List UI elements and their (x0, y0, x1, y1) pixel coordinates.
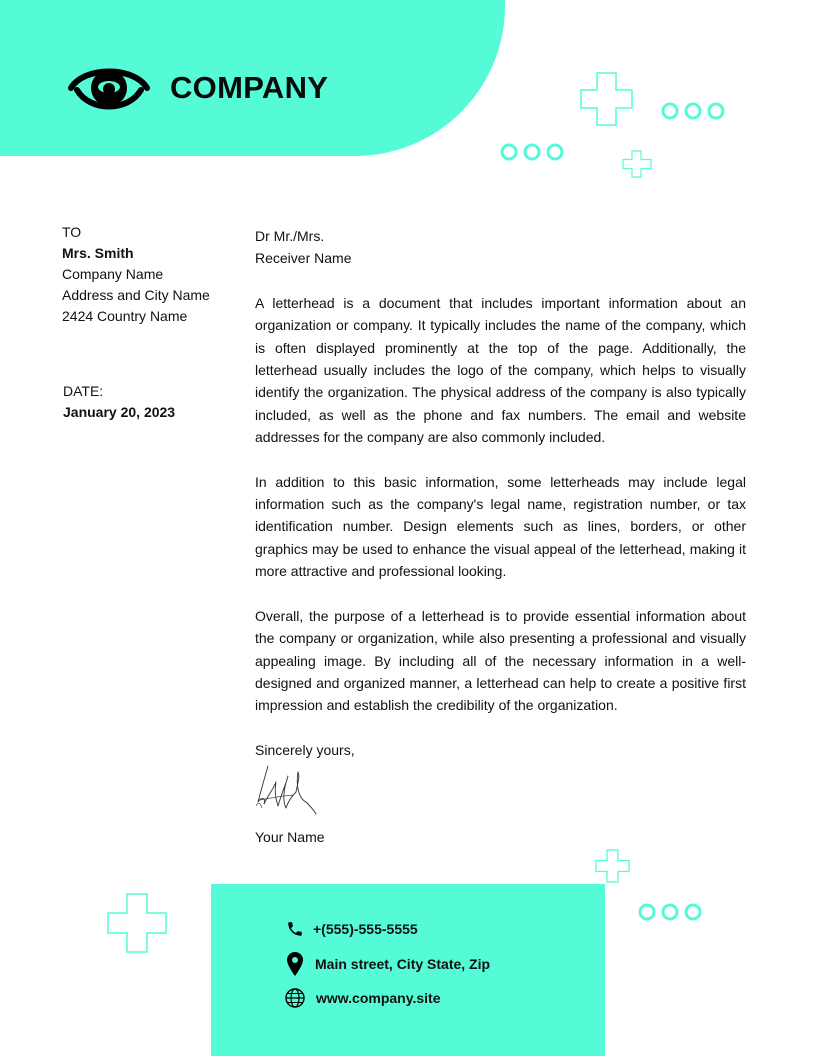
to-label: TO (62, 224, 82, 240)
paragraph-1: A letterhead is a document that includes important information about an organization or company. It typically includes the name of the company, which is often displayed prominently at the top of the page. Additionally, the letterhead usually includes the logo of the company, which helps to visually identify the organization. The physical address of the company is also typically included, as well as the phone and fax numbers. The email and website addresses for the company are also commonly included. (255, 294, 746, 446)
recipient-company: Company Name (62, 266, 164, 282)
address-text: Main street, City State, Zip (315, 956, 491, 972)
date-label: DATE: (63, 383, 104, 399)
recipient-country: 2424 Country Name (62, 308, 188, 324)
cross-outline-icon (580, 72, 633, 126)
salutation-line: Dr Mr./Mrs. (255, 228, 325, 244)
contact-box (211, 884, 605, 1056)
contact-address (287, 952, 490, 976)
circles-decoration (637, 902, 703, 922)
company-name: COMPANY (170, 70, 329, 105)
circles-decoration (660, 101, 726, 121)
contact-phone (286, 920, 418, 938)
cross-outline-icon (595, 849, 630, 883)
letter-body (255, 225, 746, 761)
date-value: January 20, 2023 (63, 404, 176, 420)
closing-line: Sincerely yours, (255, 741, 355, 758)
cross-outline-icon (622, 150, 652, 178)
eye-icon (68, 62, 150, 114)
recipient-name: Mrs. Smith (62, 245, 134, 261)
signature-image (252, 762, 324, 822)
circles-decoration (499, 142, 565, 162)
date-block (63, 381, 175, 423)
recipient-block (62, 222, 252, 327)
globe-icon (285, 988, 305, 1008)
phone-icon (286, 920, 304, 938)
signer-name: Your Name (255, 829, 325, 845)
paragraph-3: Overall, the purpose of a letterhead is to provide essential information about the company or organization, while also presenting a professional and visually appealing image. By including all of the necessary information in a well-designed and organized manner, a letterhead can help to create a positive first impression and establish the credibility of the organization. (255, 607, 746, 714)
contact-website (285, 988, 440, 1008)
paragraph-2: In addition to this basic information, some letterheads may include legal information such as the company's legal name, registration number, or tax identification number. Design elements such as lines, borders, or other graphics may be used to enhance the visual appeal of the letterhead, making it more attractive and professional looking. (255, 473, 746, 580)
website-text: www.company.site (316, 990, 441, 1006)
recipient-address: Address and City Name (62, 287, 210, 303)
receiver-line: Receiver Name (255, 250, 352, 267)
phone-text: +(555)-555-5555 (313, 921, 418, 937)
map-pin-icon (287, 952, 303, 976)
cross-outline-icon (107, 893, 167, 953)
